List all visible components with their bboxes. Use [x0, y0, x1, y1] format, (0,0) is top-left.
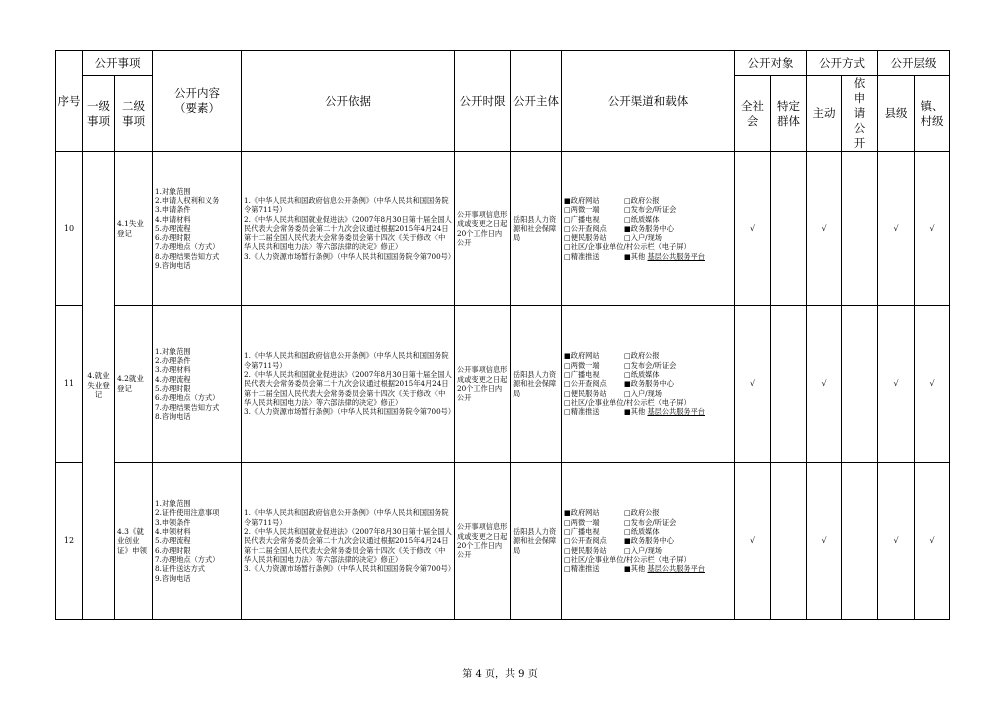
channel-line: □精准推送 ■其他 基层公共服务平台	[564, 251, 705, 261]
level1-item: 4.就业失业登记	[83, 152, 115, 620]
target-specific-mark	[771, 463, 807, 620]
channel-line: □两微一端 □发布会/听证会	[564, 360, 677, 370]
channel-list	[562, 306, 735, 463]
channel-line: □广播电视 □纸质媒体	[564, 214, 660, 224]
channel-line: ■政府网站 □政府公报	[564, 508, 660, 518]
content-line: 5.办理流程	[155, 536, 191, 546]
table-row	[56, 463, 950, 620]
time-limit: 公开事项信息形成或变更之日起20个工作日内公开	[455, 152, 511, 306]
target-all-mark: √	[735, 306, 771, 463]
subject: 岳阳县人力资源和社会保障局	[511, 463, 562, 620]
mode-apply-mark	[842, 152, 878, 306]
level-town-mark: √	[915, 463, 950, 620]
header-level: 公开层级	[878, 51, 950, 76]
content-line: 1.对象范围	[155, 346, 191, 356]
content-line: 2.申请人权利和义务	[155, 195, 220, 205]
channel-line: □社区/企事业单位/村公示栏（电子屏）	[564, 397, 691, 407]
disclosure-table	[55, 50, 950, 620]
channel-line: □社区/企事业单位/村公示栏（电子屏）	[564, 554, 691, 564]
table-row	[56, 152, 950, 306]
content-line: 1.对象范围	[155, 499, 191, 509]
header-items: 公开事项	[83, 51, 153, 76]
level-county-mark: √	[878, 306, 915, 463]
content-line: 7.办理结果告知方式	[155, 402, 220, 412]
mode-active-mark: √	[807, 463, 842, 620]
channel-line: □精准推送 ■其他 基层公共服务平台	[564, 564, 705, 574]
level-county-mark: √	[878, 152, 915, 306]
header-level2: 二级事项	[115, 76, 153, 152]
content-line: 2.办理条件	[155, 356, 191, 366]
header-level-town: 镇、村级	[915, 76, 950, 152]
mode-apply-mark	[842, 306, 878, 463]
content-list	[153, 306, 242, 463]
content-line: 6.办理时限	[155, 233, 191, 243]
level2-item: 4.1失业登记	[115, 152, 153, 306]
content-line: 3.办理材料	[155, 365, 191, 375]
content-line: 6.办理时限	[155, 545, 191, 555]
content-line: 9.咨询电话	[155, 261, 191, 271]
header-content: 公开内容（要素）	[153, 51, 242, 152]
content-line: 4.申请材料	[155, 214, 191, 224]
mode-apply-mark	[842, 463, 878, 620]
level-county-mark: √	[878, 463, 915, 620]
content-line: 7.办理地点（方式）	[155, 242, 220, 252]
content-line: 2.证件使用注意事项	[155, 508, 220, 518]
basis-text: 1.《中华人民共和国政府信息公开条例》（中华人民共和国国务院令第711号） 2.《中华人民共和国就业促进法》（2007年8月30日第十届全国人民代表大会常务委员会第二十九次会议通过根据2015年4月24日第十二届全国人民代表大会常务委员会第十四次《关于修改〈中华人民共和国电力法〉等六部法律的决定》修正） 3.《人力资源市场暂行条例》（中华人民共和国国务院令第700号）	[242, 463, 455, 620]
content-line: 6.办理地点（方式）	[155, 393, 220, 403]
channel-list	[562, 463, 735, 620]
subject: 岳阳县人力资源和社会保障局	[511, 306, 562, 463]
row-seq: 11	[56, 306, 83, 463]
content-line: 4.办理流程	[155, 374, 191, 384]
channel-line: □公开查阅点 ■政务服务中心	[564, 536, 674, 546]
level2-item: 4.3《就业创业证》申领	[115, 463, 153, 620]
content-line: 3.申领条件	[155, 517, 191, 527]
channel-line: □两微一端 □发布会/听证会	[564, 205, 677, 215]
mode-active-mark: √	[807, 152, 842, 306]
target-all-mark: √	[735, 152, 771, 306]
time-limit: 公开事项信息形成或变更之日起20个工作日内公开	[455, 306, 511, 463]
time-limit: 公开事项信息形成或变更之日起20个工作日内公开	[455, 463, 511, 620]
header-seq: 序号	[56, 51, 83, 152]
content-line: 7.办理地点（方式）	[155, 554, 220, 564]
content-line: 5.办理流程	[155, 223, 191, 233]
header-channel: 公开渠道和载体	[562, 51, 735, 152]
level-town-mark: √	[915, 152, 950, 306]
header-mode-active: 主动	[807, 76, 842, 152]
row-seq: 10	[56, 152, 83, 306]
header-target-specific: 特定群体	[771, 76, 807, 152]
content-line: 1.对象范围	[155, 186, 191, 196]
content-line: 9.咨询电话	[155, 573, 191, 583]
target-specific-mark	[771, 306, 807, 463]
content-list	[153, 463, 242, 620]
header-subject: 公开主体	[511, 51, 562, 152]
page-footer: 第 4 页，共 9 页	[462, 669, 538, 680]
basis-text: 1.《中华人民共和国政府信息公开条例》（中华人民共和国国务院令第711号） 2.《中华人民共和国就业促进法》（2007年8月30日第十届全国人民代表大会常务委员会第二十九次会议通过根据2015年4月24日第十二届全国人民代表大会常务委员会第十四次《关于修改〈中华人民共和国电力法〉等六部法律的决定》修正） 3.《人力资源市场暂行条例》（中华人民共和国国务院令第700号）	[242, 306, 455, 463]
content-line: 8.办理结果告知方式	[155, 251, 220, 261]
content-line: 4.申领材料	[155, 527, 191, 537]
level-town-mark: √	[915, 306, 950, 463]
header-target-all: 全社会	[735, 76, 771, 152]
subject: 岳阳县人力资源和社会保障局	[511, 152, 562, 306]
target-specific-mark	[771, 152, 807, 306]
channel-line: □广播电视 □纸质媒体	[564, 527, 660, 537]
channel-line: □社区/企事业单位/村公示栏（电子屏）	[564, 242, 691, 252]
channel-line: □公开查阅点 ■政务服务中心	[564, 223, 674, 233]
table-row	[56, 306, 950, 463]
header-level1: 一级事项	[83, 76, 115, 152]
channel-line: □广播电视 □纸质媒体	[564, 370, 660, 380]
content-line: 8.咨询电话	[155, 411, 191, 421]
channel-line: □便民服务站 □入户/现场	[564, 545, 662, 555]
channel-line: □两微一端 □发布会/听证会	[564, 517, 677, 527]
channel-list	[562, 152, 735, 306]
row-seq: 12	[56, 463, 83, 620]
content-list	[153, 152, 242, 306]
header-level-county: 县级	[878, 76, 915, 152]
channel-line: ■政府网站 □政府公报	[564, 195, 660, 205]
content-line: 3.申请条件	[155, 205, 191, 215]
channel-line: □公开查阅点 ■政务服务中心	[564, 379, 674, 389]
channel-line: □便民服务站 □入户/现场	[564, 388, 662, 398]
content-line: 5.办理时限	[155, 384, 191, 393]
level2-item: 4.2就业登记	[115, 306, 153, 463]
mode-active-mark: √	[807, 306, 842, 463]
content-line: 8.证件送达方式	[155, 564, 205, 574]
header-mode: 公开方式	[807, 51, 878, 76]
basis-text: 1.《中华人民共和国政府信息公开条例》（中华人民共和国国务院令第711号） 2.《中华人民共和国就业促进法》（2007年8月30日第十届全国人民代表大会常务委员会第二十九次会议通过根据2015年4月24日第十二届全国人民代表大会常务委员会第十四次《关于修改〈中华人民共和国电力法〉等六部法律的决定》修正） 3.《人力资源市场暂行条例》（中华人民共和国国务院令第700号）	[242, 152, 455, 306]
channel-line: □便民服务站 □入户/现场	[564, 233, 662, 243]
target-all-mark: √	[735, 463, 771, 620]
header-mode-apply: 依申请公开	[842, 76, 878, 152]
channel-line: □精准推送 ■其他 基层公共服务平台	[564, 407, 705, 417]
channel-line: ■政府网站 □政府公报	[564, 351, 660, 361]
header-basis: 公开依据	[242, 51, 455, 152]
header-time-limit: 公开时限	[455, 51, 511, 152]
header-target: 公开对象	[735, 51, 807, 76]
